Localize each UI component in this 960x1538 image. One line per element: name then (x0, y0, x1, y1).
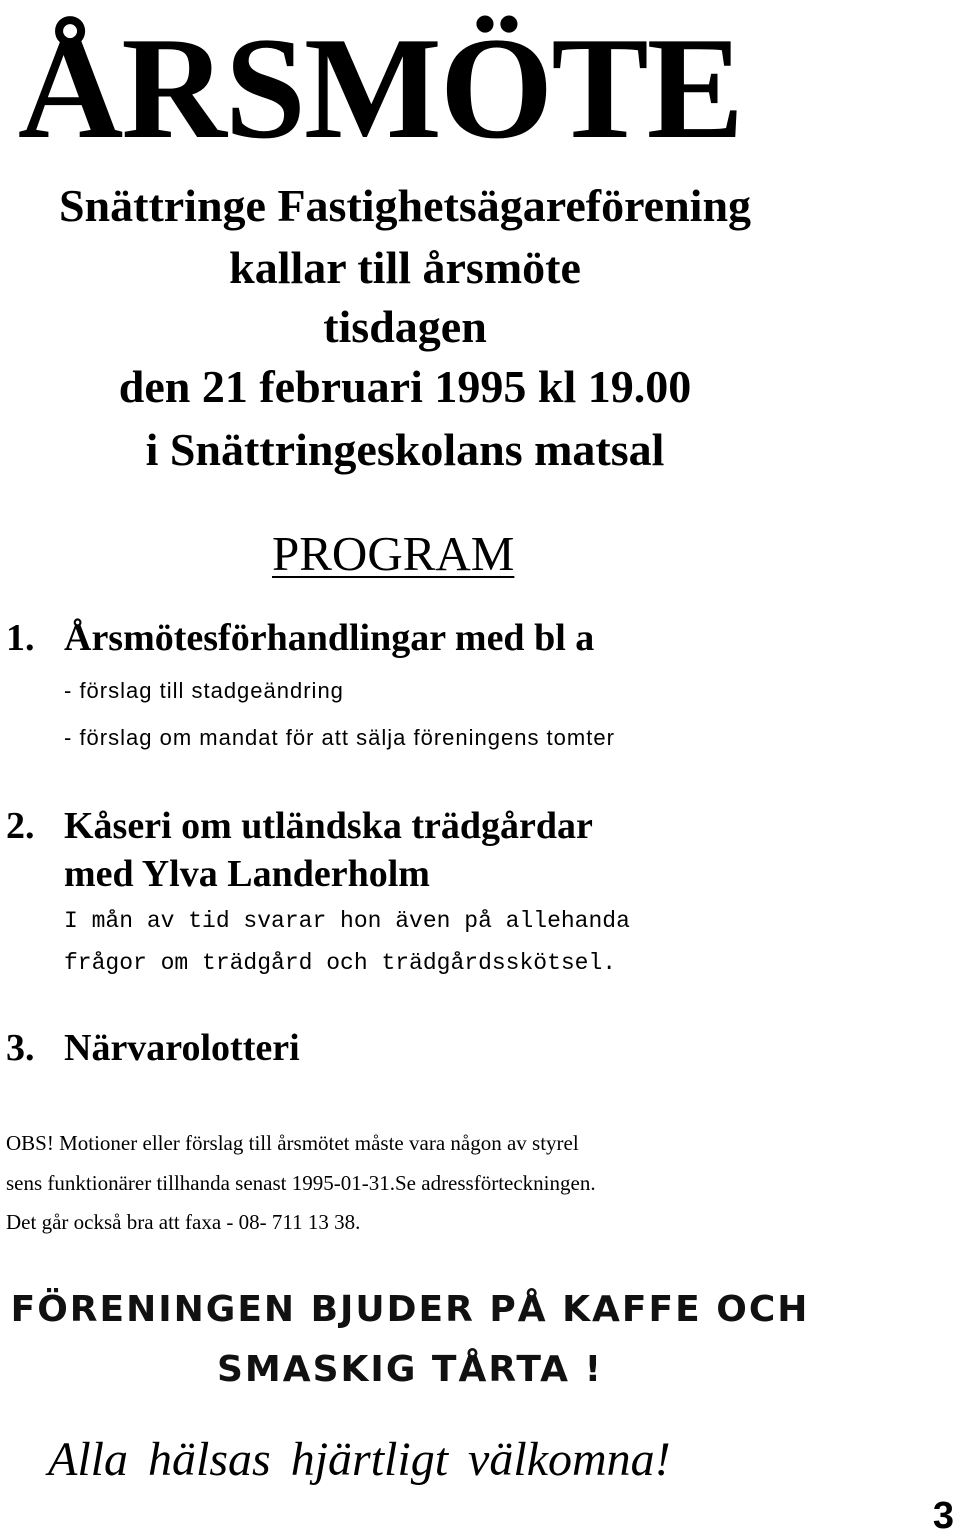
item-detail: I mån av tid svarar hon även på allehanda (64, 908, 630, 934)
page-number: 3 (932, 1495, 954, 1537)
item-detail: - förslag till stadgeändring (64, 678, 344, 703)
intro-line-association: Snättringe Fastighetsägareförening (58, 180, 752, 231)
welcome-message: Alla hälsas hjärtligt välkomna! (48, 1433, 671, 1486)
item-number: 2. (6, 805, 35, 847)
page-title: ÅRSMÖTE (17, 7, 743, 169)
program-item-1 (0, 614, 960, 662)
program-item-3 (0, 1024, 960, 1072)
obs-notice-line: sens funktionärer tillhanda senast 1995-01-31.Se adressförteckningen. (6, 1171, 596, 1195)
item-heading: Årsmötesförhandlingar med bl a (64, 617, 595, 659)
intro-line-invitation: kallar till årsmöte (229, 242, 581, 293)
item-number: 1. (6, 617, 35, 659)
intro-line-date-time: den 21 februari 1995 kl 19.00 (118, 361, 692, 412)
intro-line-location: i Snättringeskolans matsal (145, 424, 665, 475)
item-detail: - förslag om mandat för att sälja föreningens tomter (64, 725, 615, 750)
item-detail: frågor om trädgård och trädgårdsskötsel. (64, 950, 617, 976)
program-item-2 (0, 802, 960, 850)
obs-notice-line: Det går också bra att faxa - 08- 711 13 38. (6, 1210, 361, 1234)
item-heading: Kåseri om utländska trädgårdar (64, 805, 593, 847)
item-heading-continued: med Ylva Landerholm (64, 853, 430, 895)
obs-notice-line: OBS! Motioner eller förslag till årsmötet måste vara någon av styrel (6, 1131, 579, 1155)
item-heading: Närvarolotteri (64, 1027, 300, 1069)
program-heading: PROGRAM (272, 526, 515, 581)
coffee-note-line: FÖRENINGEN BJUDER PÅ KAFFE OCH (10, 1289, 810, 1330)
coffee-note-line: SMASKIG TÅRTA ! (216, 1349, 603, 1390)
intro-line-weekday: tisdagen (323, 301, 487, 352)
item-number: 3. (6, 1027, 35, 1069)
